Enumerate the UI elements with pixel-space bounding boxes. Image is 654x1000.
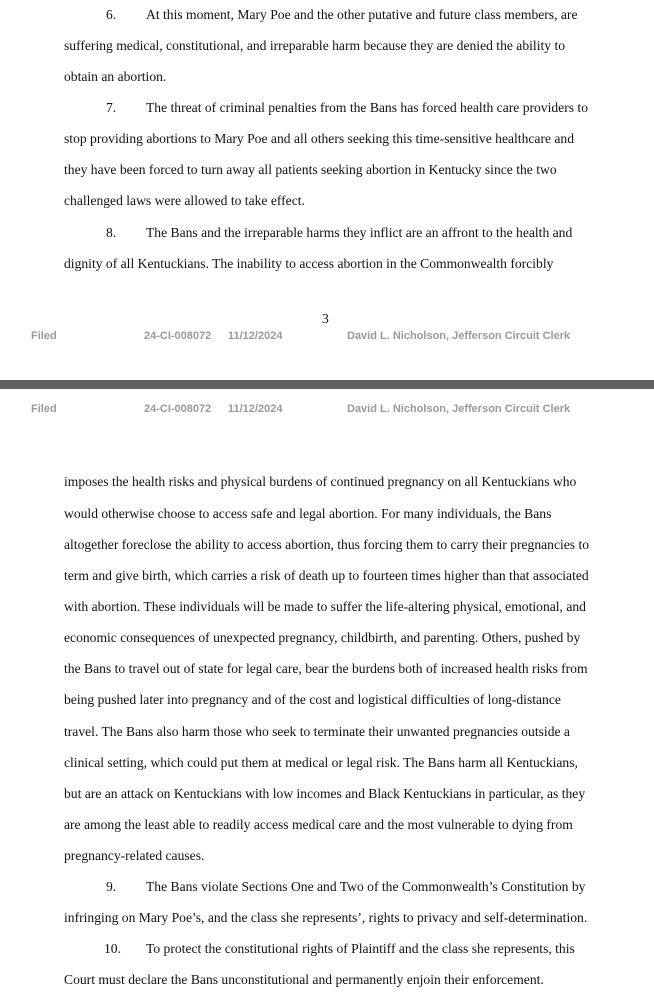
page-divider	[0, 380, 654, 389]
text-line: Court must declare the Bans unconstitutional and permanently enjoin their enforcement.	[64, 972, 544, 987]
text-line: The Bans and the irreparable harms they inflict are an affront to the health and	[146, 225, 573, 240]
text-line: would otherwise choose to access safe and legal abortion. For many individuals, the Bans	[64, 506, 552, 521]
text-line: infringing on Mary Poe’s, and the class she represents’, rights to privacy and self-determination.	[64, 910, 588, 925]
paragraph-number: 9.	[106, 879, 117, 894]
text-line: To protect the constitutional rights of Plaintiff and the class she represents, this	[146, 941, 575, 956]
text-line: but are an attack on Kentuckians with low incomes and Black Kentuckians in particular, as they	[64, 786, 586, 801]
text-line: clinical setting, which could put them at medical or legal risk. The Bans harm all Kentuckians,	[64, 755, 578, 770]
clerk-name: David L. Nicholson, Jefferson Circuit Clerk	[347, 330, 571, 342]
paragraph-number: 6.	[106, 7, 117, 22]
text-line: are among the least able to readily access medical care and the most vulnerable to dying from	[64, 817, 573, 832]
text-line: obtain an abortion.	[64, 69, 167, 84]
text-line: dignity of all Kentuckians. The inability to access abortion in the Commonwealth forcibly	[64, 256, 554, 271]
paragraph-number: 8.	[106, 225, 117, 240]
text-line: altogether foreclose the ability to access abortion, thus forcing them to carry their pregnancies to	[64, 537, 590, 552]
text-line: challenged laws were allowed to take effect.	[64, 193, 305, 208]
filed-label: Filed	[31, 330, 57, 342]
text-line: The Bans violate Sections One and Two of the Commonwealth’s Constitution by	[146, 879, 586, 894]
text-line: term and give birth, which carries a risk of death up to fourteen times higher than that associated	[64, 568, 589, 583]
text-line: they have been forced to turn away all patients seeking abortion in Kentucky since the two	[64, 162, 557, 177]
paragraph-number: 10.	[104, 941, 121, 956]
text-line: The threat of criminal penalties from the Bans has forced health care providers to	[146, 100, 589, 115]
text-line: imposes the health risks and physical burdens of continued pregnancy on all Kentuckians who	[64, 474, 577, 489]
paragraph-number: 7.	[106, 100, 117, 115]
text-line: suffering medical, constitutional, and irreparable harm because they are denied the ability to	[64, 38, 566, 53]
text-line: pregnancy-related causes.	[64, 848, 205, 863]
filed-label: Filed	[31, 403, 57, 415]
text-line: with abortion. These individuals will be made to suffer the life-altering physical, emotional, and	[64, 599, 586, 614]
case-number: 24-CI-008072	[144, 330, 212, 342]
case-number: 24-CI-008072	[144, 403, 212, 415]
clerk-name: David L. Nicholson, Jefferson Circuit Clerk	[347, 403, 571, 415]
page-number: 3	[322, 311, 329, 326]
text-line: travel. The Bans also harm those who seek to terminate their unwanted pregnancies outside a	[64, 724, 570, 739]
text-line: being pushed later into pregnancy and of the cost and logistical difficulties of long-distance	[64, 692, 561, 707]
text-line: At this moment, Mary Poe and the other putative and future class members, are	[146, 7, 578, 22]
text-line: economic consequences of unexpected pregnancy, childbirth, and parenting. Others, pushed by	[64, 630, 581, 645]
text-line: the Bans to travel out of state for legal care, bear the burdens both of increased health risks from	[64, 661, 588, 676]
text-line: stop providing abortions to Mary Poe and all others seeking this time-sensitive healthcare and	[64, 131, 575, 146]
filed-date: 11/12/2024	[228, 403, 283, 415]
filed-date: 11/12/2024	[228, 330, 283, 342]
